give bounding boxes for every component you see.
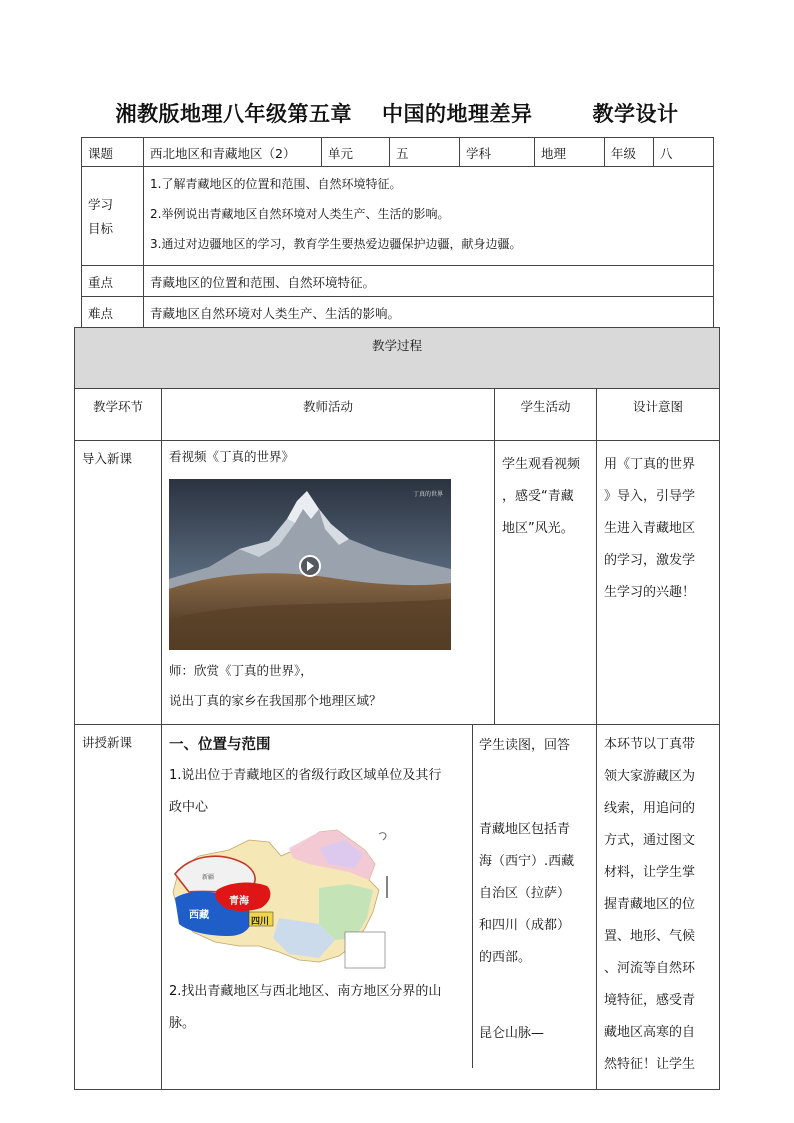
lecture-intent-line: 、河流等自然环 xyxy=(604,961,696,976)
section-heading: 一、位置与范围 xyxy=(169,737,271,753)
map-label-qinghai: 青海 xyxy=(229,896,249,907)
video-thumbnail[interactable] xyxy=(169,479,451,650)
student-answer-line: 和四川（成都） xyxy=(479,918,571,933)
goal-item: 3.通过对边疆地区的学习，教育学生要热爱边疆保护边疆，献身边疆。 xyxy=(150,237,522,251)
lecture-teacher xyxy=(162,725,473,1068)
goals-label-2: 目标 xyxy=(88,221,114,236)
title-part-3: 教学设计 xyxy=(592,101,679,126)
key-point-label: 重点 xyxy=(82,266,144,297)
intro-intent-line: 生学习的兴趣！ xyxy=(604,585,696,600)
lecture-intent-line: 方式，通过图文 xyxy=(604,833,696,848)
china-map-graphic xyxy=(169,828,399,970)
student-answer-line: 青藏地区包括青 xyxy=(479,822,571,837)
grade-value: 八 xyxy=(654,138,714,167)
intro-teacher-line-1: 师：欣赏《丁真的世界》， xyxy=(169,663,313,678)
lecture-intent-line: 本环节以丁真带 xyxy=(604,737,696,752)
intro-teacher-title: 看视频《丁真的世界》 xyxy=(169,449,295,464)
student-answer-tail: 昆仑山脉— xyxy=(479,1026,545,1041)
map-label-xinjiang: 新疆 xyxy=(202,874,215,881)
play-icon[interactable] xyxy=(299,555,321,577)
keti-label: 课题 xyxy=(82,138,144,167)
student-answer-lead: 学生读图，回答 xyxy=(479,738,571,753)
info-table xyxy=(81,137,714,328)
lecture-intent xyxy=(597,725,720,1090)
goals-content xyxy=(144,167,714,266)
lecture-intent-line: 线索，用追问的 xyxy=(604,801,696,816)
lecture-intent-line: 藏地区高寒的自 xyxy=(604,1025,696,1040)
intro-intent-line: 》导入，引导学 xyxy=(604,489,696,504)
header-stage: 教学环节 xyxy=(75,389,162,441)
goals-label-1: 学习 xyxy=(88,197,114,212)
process-table xyxy=(74,327,720,1090)
student-answer-line: 海（西宁）.西藏 xyxy=(479,854,575,869)
intro-intent-line: 生进入青藏地区 xyxy=(604,521,696,536)
video-watermark: 丁真的世界 xyxy=(412,491,443,498)
intro-stage: 导入新课 xyxy=(75,441,162,725)
key-point-value: 青藏地区的位置和范围、自然环境特征。 xyxy=(144,266,714,297)
intro-intent-line: 的学习，激发学 xyxy=(604,553,696,568)
lecture-intent-line: 领大家游藏区为 xyxy=(604,769,696,784)
question-1-line-1: 1.说出位于青藏地区的省级行政区域单位及其行 xyxy=(169,768,442,783)
intro-student-line: ，感受“青藏 xyxy=(502,489,574,504)
student-answer-line: 自治区（拉萨） xyxy=(479,886,571,901)
goals-label xyxy=(82,167,144,266)
question-1-line-2: 政中心 xyxy=(169,800,209,815)
intro-teacher-line-2: 说出丁真的家乡在我国那个地理区域？ xyxy=(169,693,382,708)
lecture-student xyxy=(473,725,596,1068)
keti-value: 西北地区和青藏地区（2） xyxy=(144,138,322,167)
title-part-1: 湘教版地理八年级第五章 xyxy=(115,101,352,126)
header-teacher: 教师活动 xyxy=(162,389,495,441)
subject-value: 地理 xyxy=(535,138,605,167)
china-map xyxy=(169,828,399,970)
difficulty-label: 难点 xyxy=(82,297,144,328)
map-label-sichuan: 四川 xyxy=(251,917,270,927)
intro-teacher xyxy=(162,441,495,725)
header-student: 学生活动 xyxy=(495,389,597,441)
subject-label: 学科 xyxy=(460,138,535,167)
unit-value: 五 xyxy=(390,138,460,167)
header-intent: 设计意图 xyxy=(597,389,720,441)
intro-student-line: 学生观看视频 xyxy=(502,457,581,472)
intro-student-line: 地区”风光。 xyxy=(502,521,574,536)
intro-intent xyxy=(597,441,720,725)
title-part-2: 中国的地理差异 xyxy=(382,101,533,126)
student-answer-line: 的西部。 xyxy=(479,950,532,965)
grade-label: 年级 xyxy=(605,138,654,167)
intro-student xyxy=(495,441,597,725)
document-title xyxy=(0,98,794,128)
intro-intent-line: 用《丁真的世界 xyxy=(604,457,696,472)
lecture-intent-line: 材料，让学生掌 xyxy=(604,865,696,880)
goal-item: 1.了解青藏地区的位置和范围、自然环境特征。 xyxy=(150,177,402,191)
lecture-intent-line: 置、地形、气候 xyxy=(604,929,696,944)
process-band-title: 教学过程 xyxy=(75,328,720,389)
question-2-line-1: 2.找出青藏地区与西北地区、南方地区分界的山 xyxy=(169,984,442,999)
lecture-combined xyxy=(162,725,597,1090)
map-label-xizang: 西藏 xyxy=(189,910,209,921)
unit-label: 单元 xyxy=(322,138,390,167)
lecture-intent-line: 握青藏地区的位 xyxy=(604,897,696,912)
difficulty-value: 青藏地区自然环境对人类生产、生活的影响。 xyxy=(144,297,714,328)
lecture-intent-line: 境特征，感受青 xyxy=(604,993,696,1008)
lecture-intent-line: 然特征！让学生 xyxy=(604,1057,696,1072)
question-2-line-2: 脉。 xyxy=(169,1016,196,1031)
goal-item: 2.举例说出青藏地区自然环境对人类生产、生活的影响。 xyxy=(150,207,450,221)
lecture-stage: 讲授新课 xyxy=(75,725,162,1090)
